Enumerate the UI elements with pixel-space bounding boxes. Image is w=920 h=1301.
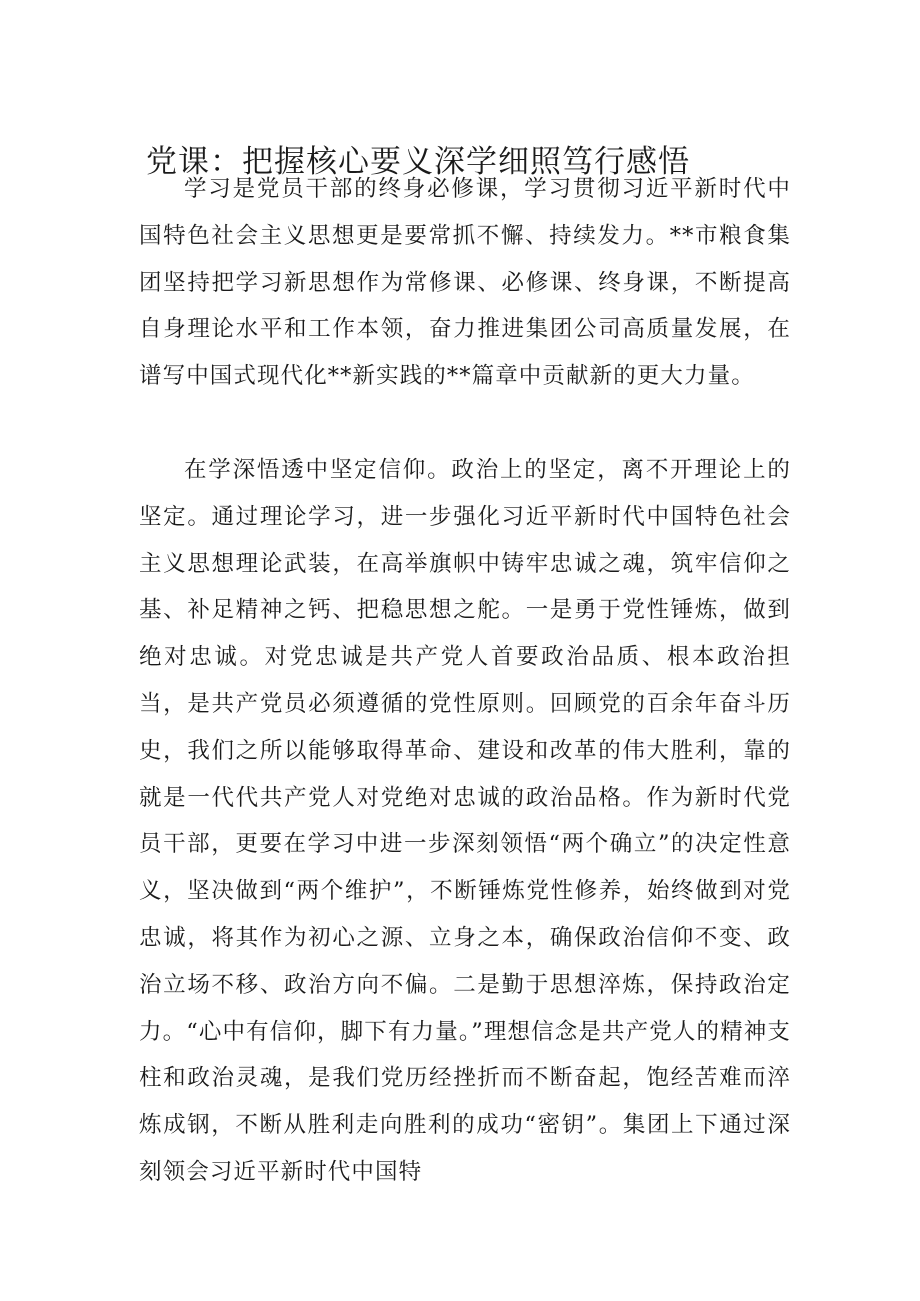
body-paragraph: 在学深悟透中坚定信仰。政治上的坚定，离不开理论上的坚定。通过理论学习，进一步强化习近平新时代中国特色社会主义思想理论武装，在高举旗帜中铸牢忠诚之魂，筑牢信仰之基、补足精神之钙、把稳思想之舵。一是勇于党性锤炼，做到绝对忠诚。对党忠诚是共产党人首要政治品质、根本政治担当，是共产党员必须遵循的党性原则。回顾党的百余年奋斗历史，我们之所以能够取得革命、建设和改革的伟大胜利，靠的就是一代代共产党人对党绝对忠诚的政治品格。作为新时代党员干部，更要在学习中进一步深刻领悟“两个确立”的决定性意义，坚决做到“两个维护”，不断锤炼党性修养，始终做到对党忠诚，将其作为初心之源、立身之本，确保政治信仰不变、政治立场不移、政治方向不偏。二是勤于思想淬炼，保持政治定力。“心中有信仰，脚下有力量。”理想信念是共产党人的精神支柱和政治灵魂，是我们党历经挫折而不断奋起，饱经苦难而淬炼成钢，不断从胜利走向胜利的成功“密钥”。集团上下通过深刻领会习近平新时代中国特 <box>139 457 791 1185</box>
intro-paragraph: 学习是党员干部的终身必修课，学习贯彻习近平新时代中国特色社会主义思想更是要常抓不懈、持续发力。**市粮食集团坚持把学习新思想作为常修课、必修课、终身课，不断提高自身理论水平和工作本领，奋力推进集团公司高质量发展，在谱写中国式现代化**新实践的**篇章中贡献新的更大力量。 <box>139 176 791 390</box>
document-title: 党课：把握核心要义深学细照笃行感悟 <box>146 144 690 180</box>
